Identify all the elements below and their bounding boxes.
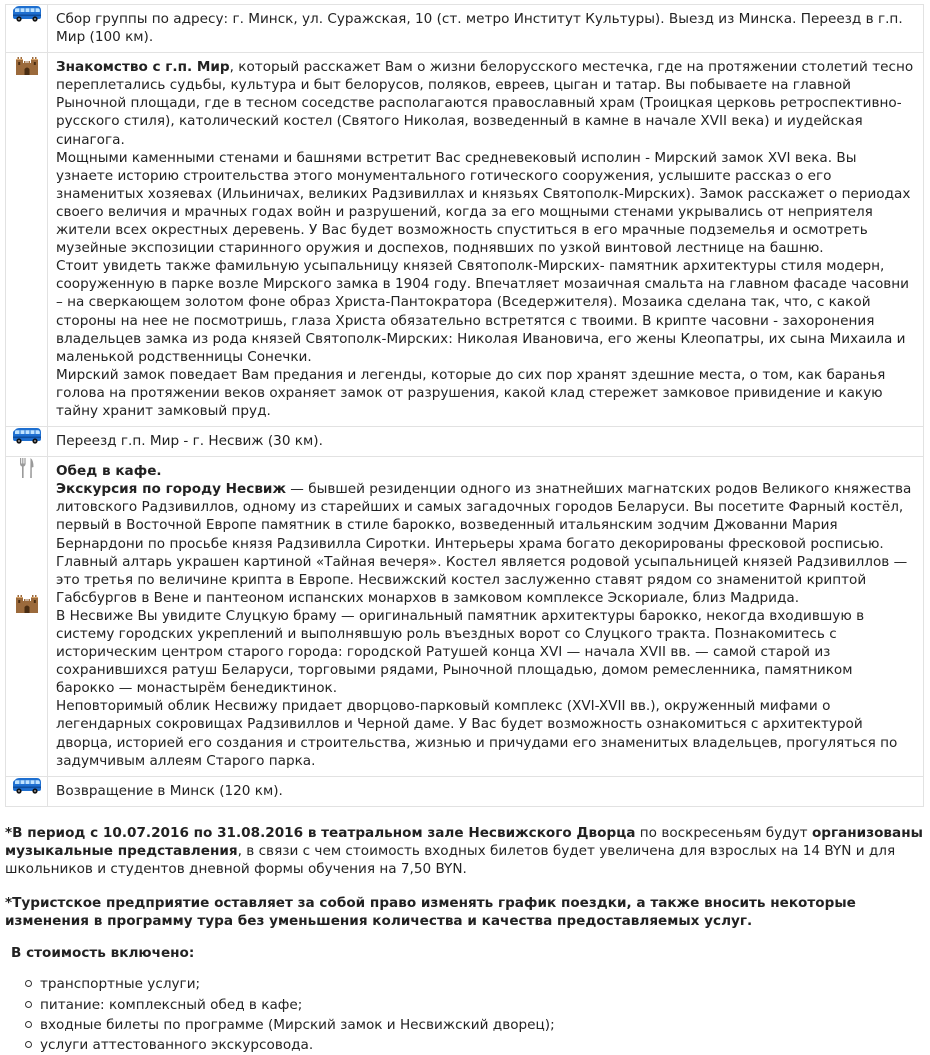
included-heading: В стоимость включено: — [11, 945, 195, 962]
program-highlight: Экскурсия по городу Несвиж — [56, 481, 286, 498]
program-text: Мирский замок поведает Вам предания и легенды, которые до сих пор хранят здешние места, о том, как баранья голова на протяжении веков охраняет замок от разрушения, какой клад стережет замковое привидение и какую тайну хранит замковый пруд. — [56, 366, 886, 419]
program-paragraph — [56, 149, 915, 258]
program-row-icon-cell — [6, 5, 48, 53]
program-row — [6, 776, 924, 806]
program-text: Мощными каменными стенами и башнями встретит Вас средневековый исполин - Мирский замок XVI века. Вы узнаете историю строительства этого монументального готического сооружения, услышите рассказ о его знаменитых хозяевах (Ильиничах, великих Радзивиллах и князьях Святополк-Мирских). Замок расскажет о периодах своего величия и мрачных годах войн и разрушений, когда за его мощными стенами укрывались от неприятеля жители всех окрестных деревень. У Вас будет возможность спуститься в его мрачные подземелья и осмотреть музейные экспозиции старинного оружия и доспехов, поднявших по узкой винтовой лестнице на башню. — [56, 149, 911, 257]
tour-program-table — [5, 4, 924, 807]
program-row — [6, 427, 924, 457]
fork-knife-icon — [18, 457, 36, 479]
program-row-icon-cell — [6, 457, 48, 777]
included-item: питание: комплексный обед в кафе; — [25, 996, 924, 1014]
program-row-text-cell — [48, 457, 924, 777]
program-paragraph — [56, 58, 915, 148]
program-text: , который расскажет Вам о жизни белорусского местечка, где на протяжении столетий тесно переплетались судьбы, культура и быт белорусов, поляков, евреев, цыган и татар. Вы побываете на главной Рыночной площади, где в тесном соседстве располагаются православный храм (Троицкая церковь ретроспективно-русского стиля), католический костел (Святого Николая, возведенный в камне в начале XVII века) и иудейская синагога. — [56, 59, 914, 148]
program-row-icon-cell — [6, 53, 48, 427]
theatre-note-text-b: , в связи с чем стоимость входных билетов будет увеличена для взрослых на 14 BYN и для школьников и студентов дневной формы обучения на 7,50 BYN. — [5, 842, 896, 878]
program-text: — бывшей резиденции одного из знатнейших магнатских родов Великого княжества литовского Радзивиллов, одному из старейших и самых загадочных городов Беларуси. Вы посетите Фарный костёл, первый в Восточной Европе памятник в стиле барокко, возведенный итальянским зодчим Джованни Мария Бернардони по просьбе князя Радзивилла Сиротки. Интерьеры храма богато декорированы фресковой росписью. Главный алтарь украшен картиной «Тайная вечеря». Костел является родовой усыпальницей князей Радзивиллов — это третья по величине крипта в Европе. Несвижский костел заслуженно ставят рядом со знаменитой криптой Габсбургов в Вене и пантеоном испанских монархов в замковом комплексе Эскориале, близ Мадрида. — [56, 481, 912, 606]
theatre-note — [5, 824, 924, 878]
program-row-text-cell — [48, 776, 924, 806]
disclaimer-note: *Туристское предприятие оставляет за собой право изменять график поездки, а также вносить некоторые изменения в программу тура без уменьшения количества и качества предоставляемых услуг. — [5, 895, 856, 930]
program-text: Неповторимый облик Несвижу придает дворцово-парковый комплекс (XVI-XVII вв.), окруженный мифами о легендарных сокровищах Радзивиллов и Черной даме. У Вас будет возможность ознакомиться с архитектурой дворца, историей его создания и строительства, жизнью и причудами его знаменитых владельцев, прогуляться по задумчивым аллеям Старого парка. — [56, 698, 898, 769]
bus-icon — [12, 427, 42, 444]
program-row-text-cell — [48, 5, 924, 53]
castle-icon — [15, 53, 39, 75]
program-paragraph — [56, 10, 915, 46]
theatre-note-text-a: по воскресеньям будут — [635, 824, 812, 841]
bus-icon — [12, 777, 42, 794]
program-paragraph — [56, 462, 915, 480]
theatre-note-performances: организованы музыкальные представления — [5, 824, 923, 859]
program-highlight: Знакомство с г.п. Мир — [56, 59, 230, 76]
program-paragraph — [56, 607, 915, 697]
program-text: Сбор группы по адресу: г. Минск, ул. Суражская, 10 (ст. метро Институт Культуры). Выезд из Минска. Переезд в г.п. Мир (100 км). — [56, 11, 903, 46]
included-item: услуги аттестованного экскурсовода. — [25, 1036, 924, 1054]
program-paragraph — [56, 782, 915, 800]
program-text: Стоит увидеть также фамильную усыпальницу князей Святополк-Мирских- памятник архитектуры стиля модерн, сооруженную в парке возле Мирского замка в 1904 году. Впечатляет мозаичная смальта на главном фасаде часовни – на сверкающем золотом фоне образ Христа-Пантократора (Вседержителя). Мозаика сделана так, что, с какой стороны на нее не посмотришь, глаза Христа обязательно встретятся с твоими. В крипте часовни - захоронения владельцев замка из рода князей Святополк-Мирских: Николая Ивановича, его жены Клеопатры, их сына Михаила и маленькой родственницы Сонечки. — [56, 258, 910, 365]
program-paragraph — [56, 366, 915, 420]
program-row-icon-cell — [6, 776, 48, 806]
program-paragraph — [56, 432, 915, 450]
program-row-text-cell — [48, 427, 924, 457]
program-highlight: Обед в кафе. — [56, 463, 162, 480]
program-text: В Несвиже Вы увидите Слуцкую браму — оригинальный памятник архитектуры барокко, некогда входившую в систему городских укреплений и выполнявшую роль въездных ворот со Слуцкого тракта. Познакомитесь с историческим центром старого города: городской Ратушей конца XVI — начала XVII вв. — самой старой из сохранившихся ратуш Беларуси, торговыми рядами, Рыночной площадью, домом ремесленника, памятником барокко — монастырём бенедиктинок. — [56, 607, 865, 697]
program-row-text-cell — [48, 53, 924, 427]
program-text: Переезд г.п. Мир - г. Несвиж (30 км). — [56, 433, 323, 450]
program-paragraph — [56, 697, 915, 769]
included-item: транспортные услуги; — [25, 975, 924, 993]
program-text: Возвращение в Минск (120 км). — [56, 782, 283, 799]
theatre-note-period: *В период с 10.07.2016 по 31.08.2016 в театральном зале Несвижского Дворца — [5, 824, 636, 841]
included-list — [5, 975, 924, 1053]
program-paragraph — [56, 480, 915, 607]
bus-icon — [12, 5, 42, 22]
program-row — [6, 457, 924, 777]
program-row — [6, 5, 924, 53]
program-paragraph — [56, 257, 915, 366]
castle-icon — [15, 591, 39, 613]
included-item: входные билеты по программе (Мирский замок и Несвижский дворец); — [25, 1016, 924, 1034]
program-row-icon-cell — [6, 427, 48, 457]
program-row — [6, 53, 924, 427]
